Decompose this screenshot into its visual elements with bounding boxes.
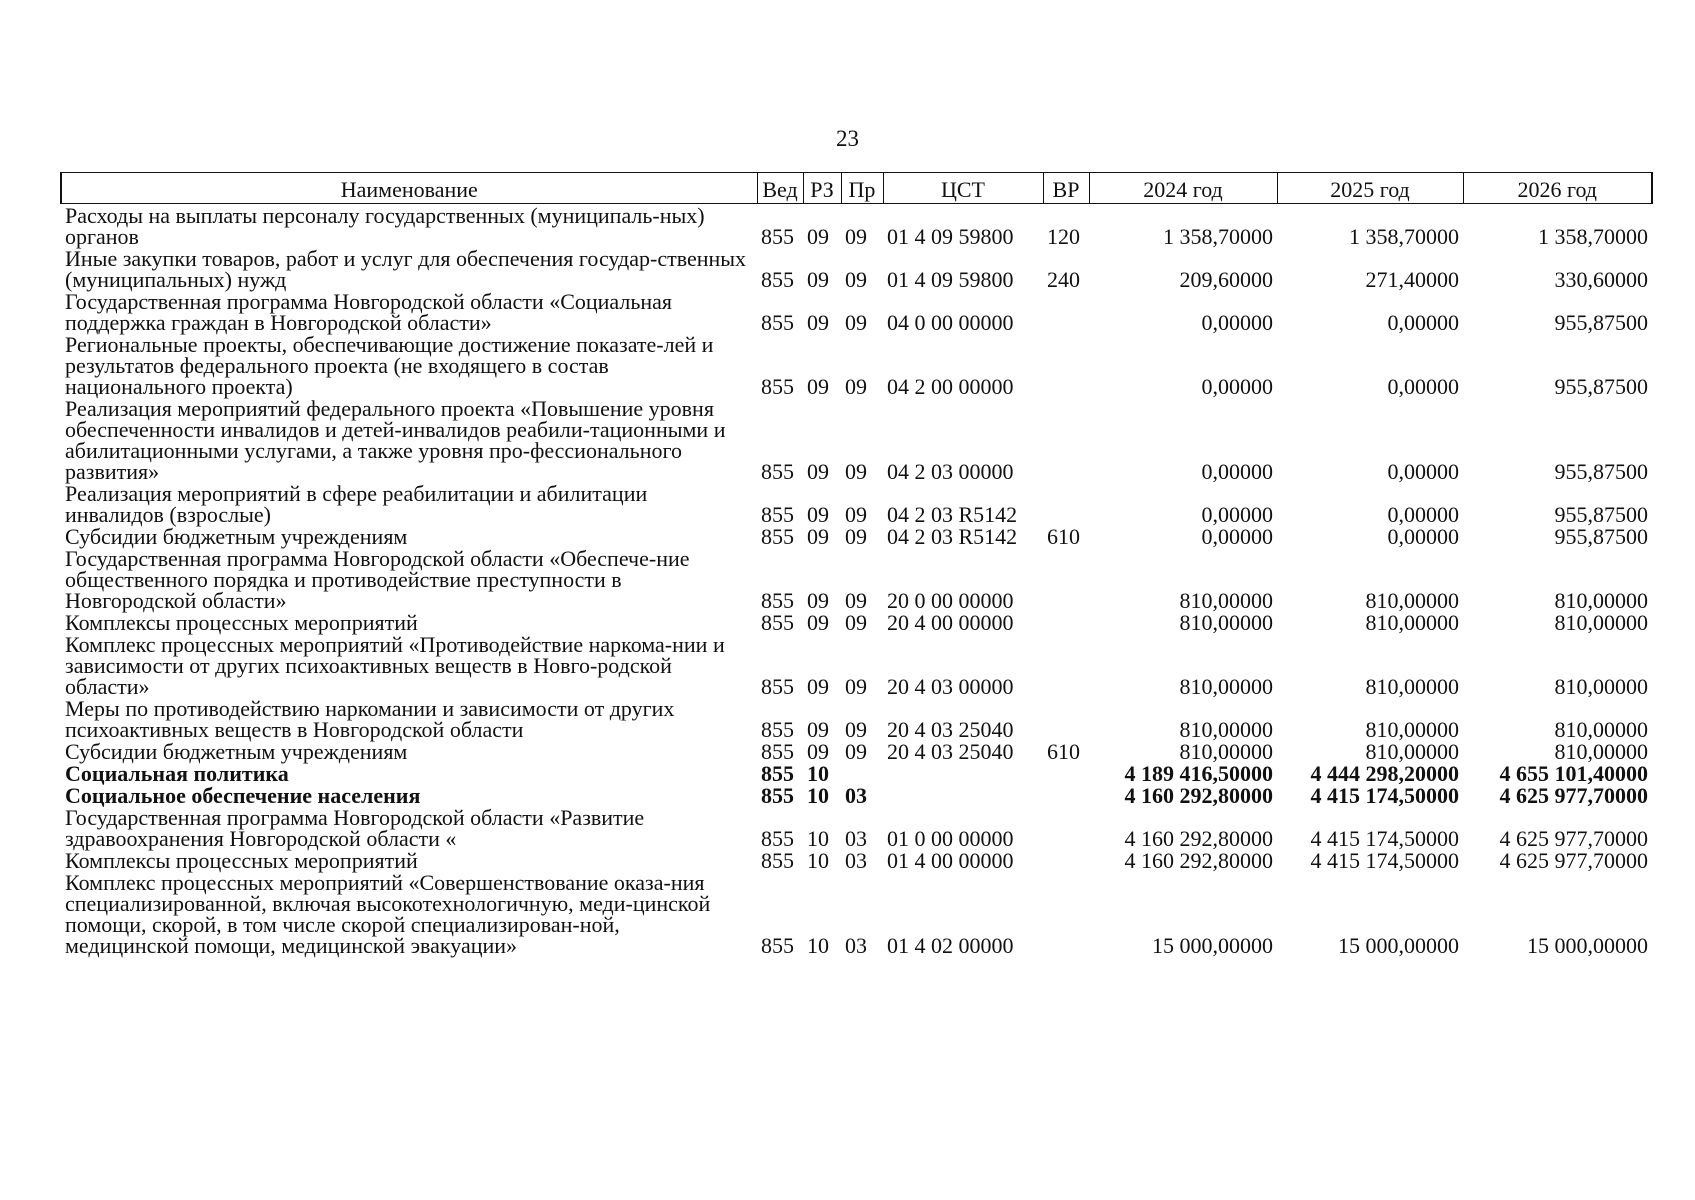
cell-rz: 09 <box>807 267 829 292</box>
cell-cst: 04 0 00 00000 <box>887 310 1014 335</box>
cell-ved: 855 <box>761 588 794 613</box>
table-body <box>61 204 1652 957</box>
cell-name: Комплексы процессных мероприятий <box>65 610 418 635</box>
header-ved: Вед <box>757 173 803 204</box>
cell-ved: 855 <box>761 717 794 742</box>
cell-pr: 09 <box>845 310 867 335</box>
cell-pr: 09 <box>845 610 867 635</box>
cell-2024: 810,00000 <box>1179 739 1273 764</box>
cell-name: Реализация мероприятий в сфере реабилитации и абилитации инвалидов (взрослые) <box>65 481 648 527</box>
cell-rz: 09 <box>807 524 829 549</box>
cell-cst: 20 4 03 25040 <box>887 717 1014 742</box>
cell-vr <box>1043 784 1089 806</box>
cell-name: Региональные проекты, обеспечивающие достижение показате-лей и результатов федерального проекта (не входящего в состав национального проекта) <box>65 332 714 399</box>
cell-2024: 0,00000 <box>1201 374 1273 399</box>
cell-name: Субсидии бюджетным учреждениям <box>65 739 408 764</box>
table-header-row <box>61 173 1652 204</box>
cell-vr <box>1043 871 1089 956</box>
cell-2024: 810,00000 <box>1179 610 1273 635</box>
cell-2026: 955,87500 <box>1554 524 1648 549</box>
table-row <box>61 697 1652 740</box>
cell-cst: 20 4 03 00000 <box>887 674 1014 699</box>
cell-2026: 15 000,00000 <box>1527 933 1648 958</box>
cell-2026: 330,60000 <box>1554 267 1648 292</box>
table-row <box>61 871 1652 956</box>
cell-2025: 0,00000 <box>1387 524 1459 549</box>
cell-2025: 1 358,70000 <box>1349 224 1459 249</box>
cell-rz: 09 <box>807 588 829 613</box>
cell-2025: 4 415 174,50000 <box>1310 848 1459 873</box>
cell-2025: 0,00000 <box>1387 502 1459 527</box>
cell-2024: 810,00000 <box>1179 674 1273 699</box>
cell-ved: 855 <box>761 267 794 292</box>
cell-ved: 855 <box>761 933 794 958</box>
cell-cst: 04 2 03 00000 <box>887 459 1014 484</box>
cell-name: Государственная программа Новгородской области «Обеспече-ние общественного порядка и противодействие преступности в Новгородской области» <box>65 546 690 613</box>
cell-rz: 10 <box>807 761 829 786</box>
cell-vr <box>1043 290 1089 333</box>
cell-vr <box>1043 806 1089 849</box>
cell-2024: 810,00000 <box>1179 717 1273 742</box>
cell-vr: 120 <box>1047 224 1080 249</box>
cell-2026: 955,87500 <box>1554 459 1648 484</box>
cell-name: Иные закупки товаров, работ и услуг для обеспечения государ-ственных (муниципальных) нужд <box>65 246 747 292</box>
cell-pr: 09 <box>845 739 867 764</box>
header-2026: 2026 год <box>1463 173 1652 204</box>
budget-table <box>60 172 1653 956</box>
cell-name: Комплекс процессных мероприятий «Совершенствование оказа-ния специализированной, включая высокотехнологичную, меди-цинской помощи, скорой, в том числе скорой специализирован-ной, медицинской помощи, медицинской эвакуации» <box>65 870 711 958</box>
cell-pr: 03 <box>845 826 867 851</box>
cell-vr <box>1043 633 1089 697</box>
cell-ved: 855 <box>761 826 794 851</box>
header-name: Наименование <box>61 173 757 204</box>
cell-2024: 0,00000 <box>1201 502 1273 527</box>
cell-ved: 855 <box>761 502 794 527</box>
cell-rz: 09 <box>807 717 829 742</box>
table-row <box>61 806 1652 849</box>
cell-2025: 810,00000 <box>1365 610 1459 635</box>
cell-2025: 4 444 298,20000 <box>1310 761 1459 786</box>
cell-rz: 09 <box>807 374 829 399</box>
cell-2025: 0,00000 <box>1387 310 1459 335</box>
table-row <box>61 849 1652 871</box>
cell-pr: 09 <box>845 588 867 613</box>
cell-vr <box>1043 697 1089 740</box>
table-row <box>61 247 1652 290</box>
cell-vr <box>1043 547 1089 611</box>
cell-2025: 4 415 174,50000 <box>1310 826 1459 851</box>
cell-vr <box>1043 482 1089 525</box>
cell-ved: 855 <box>761 224 794 249</box>
cell-2026: 955,87500 <box>1554 502 1648 527</box>
table-row <box>61 762 1652 784</box>
header-pr: Пр <box>841 173 883 204</box>
cell-ved: 855 <box>761 674 794 699</box>
cell-2025: 810,00000 <box>1365 739 1459 764</box>
cell-name: Социальное обеспечение населения <box>65 783 421 808</box>
cell-ved: 855 <box>761 610 794 635</box>
cell-2024: 4 160 292,80000 <box>1124 826 1273 851</box>
cell-pr: 09 <box>845 502 867 527</box>
cell-cst: 01 4 09 59800 <box>887 224 1014 249</box>
cell-vr <box>1043 849 1089 871</box>
header-2025: 2025 год <box>1277 173 1463 204</box>
cell-pr: 09 <box>845 224 867 249</box>
cell-cst: 04 2 00 00000 <box>887 374 1014 399</box>
cell-cst: 01 4 02 00000 <box>887 933 1014 958</box>
cell-2024: 1 358,70000 <box>1163 224 1273 249</box>
cell-pr <box>841 762 883 784</box>
cell-rz: 09 <box>807 310 829 335</box>
cell-rz: 09 <box>807 674 829 699</box>
cell-vr: 610 <box>1047 739 1080 764</box>
cell-pr: 09 <box>845 459 867 484</box>
table-row <box>61 633 1652 697</box>
cell-name: Государственная программа Новгородской области «Развитие здравоохранения Новгородской области « <box>65 805 645 851</box>
cell-2025: 271,40000 <box>1365 267 1459 292</box>
table-row <box>61 740 1652 762</box>
cell-name: Государственная программа Новгородской области «Социальная поддержка граждан в Новгородской области» <box>65 289 673 335</box>
cell-2024: 4 160 292,80000 <box>1124 783 1273 808</box>
cell-ved: 855 <box>761 524 794 549</box>
cell-rz: 09 <box>807 610 829 635</box>
cell-2026: 810,00000 <box>1554 610 1648 635</box>
cell-2025: 810,00000 <box>1365 717 1459 742</box>
cell-2025: 810,00000 <box>1365 588 1459 613</box>
table-row <box>61 397 1652 482</box>
cell-vr <box>1043 611 1089 633</box>
table-row <box>61 611 1652 633</box>
cell-2025: 4 415 174,50000 <box>1310 783 1459 808</box>
table-row <box>61 204 1652 248</box>
cell-vr <box>1043 762 1089 784</box>
cell-2024: 810,00000 <box>1179 588 1273 613</box>
cell-2026: 810,00000 <box>1554 588 1648 613</box>
cell-vr <box>1043 333 1089 397</box>
cell-rz: 10 <box>807 933 829 958</box>
cell-pr: 09 <box>845 674 867 699</box>
cell-pr: 03 <box>845 783 867 808</box>
cell-pr: 03 <box>845 848 867 873</box>
cell-cst: 04 2 03 R5142 <box>887 524 1018 549</box>
cell-name: Субсидии бюджетным учреждениям <box>65 524 408 549</box>
cell-2026: 810,00000 <box>1554 717 1648 742</box>
cell-ved: 855 <box>761 310 794 335</box>
cell-cst: 20 0 00 00000 <box>887 588 1014 613</box>
cell-cst: 04 2 03 R5142 <box>887 502 1018 527</box>
cell-ved: 855 <box>761 783 794 808</box>
cell-2026: 810,00000 <box>1554 739 1648 764</box>
cell-rz: 09 <box>807 459 829 484</box>
cell-rz: 10 <box>807 783 829 808</box>
cell-pr: 09 <box>845 524 867 549</box>
cell-vr: 610 <box>1047 524 1080 549</box>
cell-2025: 0,00000 <box>1387 459 1459 484</box>
cell-cst <box>883 762 1043 784</box>
cell-2024: 0,00000 <box>1201 524 1273 549</box>
cell-2024: 4 160 292,80000 <box>1124 848 1273 873</box>
cell-cst: 20 4 03 25040 <box>887 739 1014 764</box>
cell-name: Реализация мероприятий федерального проекта «Повышение уровня обеспеченности инвалидов и детей-инвалидов реабили-тационными и абилитационными услугами, а также уровня про-фессионального развития» <box>65 396 726 484</box>
cell-2026: 4 625 977,70000 <box>1499 826 1648 851</box>
cell-rz: 10 <box>807 826 829 851</box>
cell-2024: 0,00000 <box>1201 459 1273 484</box>
cell-2026: 4 625 977,70000 <box>1499 783 1648 808</box>
cell-2026: 955,87500 <box>1554 310 1648 335</box>
cell-2025: 15 000,00000 <box>1338 933 1459 958</box>
table-row <box>61 525 1652 547</box>
cell-name: Меры по противодействию наркомании и зависимости от других психоактивных веществ в Новгородской области <box>65 696 675 742</box>
table-row <box>61 547 1652 611</box>
table-row <box>61 290 1652 333</box>
header-2024: 2024 год <box>1089 173 1277 204</box>
cell-vr: 240 <box>1047 267 1080 292</box>
cell-cst: 01 4 00 00000 <box>887 848 1014 873</box>
cell-name: Комплекс процессных мероприятий «Противодействие наркома-нии и зависимости от других психоактивных веществ в Новго-родской области» <box>65 632 725 699</box>
cell-ved: 855 <box>761 739 794 764</box>
page-number: 23 <box>836 126 859 151</box>
cell-name: Комплексы процессных мероприятий <box>65 848 418 873</box>
cell-2024: 209,60000 <box>1179 267 1273 292</box>
cell-2026: 4 655 101,40000 <box>1499 761 1648 786</box>
cell-2024: 4 189 416,50000 <box>1124 761 1273 786</box>
header-vr: ВР <box>1043 173 1089 204</box>
cell-cst <box>883 784 1043 806</box>
cell-2025: 0,00000 <box>1387 374 1459 399</box>
table-row <box>61 482 1652 525</box>
cell-2026: 810,00000 <box>1554 674 1648 699</box>
cell-cst: 01 0 00 00000 <box>887 826 1014 851</box>
cell-2026: 4 625 977,70000 <box>1499 848 1648 873</box>
cell-ved: 855 <box>761 848 794 873</box>
cell-ved: 855 <box>761 459 794 484</box>
cell-name: Социальная политика <box>65 761 289 786</box>
cell-name: Расходы на выплаты персоналу государственных (муниципаль-ных) органов <box>65 203 705 249</box>
cell-2025: 810,00000 <box>1365 674 1459 699</box>
table-row <box>61 784 1652 806</box>
cell-rz: 09 <box>807 739 829 764</box>
cell-ved: 855 <box>761 761 794 786</box>
cell-2026: 1 358,70000 <box>1538 224 1648 249</box>
cell-cst: 20 4 00 00000 <box>887 610 1014 635</box>
cell-2024: 15 000,00000 <box>1152 933 1273 958</box>
cell-rz: 09 <box>807 502 829 527</box>
cell-rz: 09 <box>807 224 829 249</box>
cell-2024: 0,00000 <box>1201 310 1273 335</box>
cell-rz: 10 <box>807 848 829 873</box>
cell-pr: 09 <box>845 267 867 292</box>
cell-2026: 955,87500 <box>1554 374 1648 399</box>
cell-vr <box>1043 397 1089 482</box>
cell-ved: 855 <box>761 374 794 399</box>
header-cst: ЦСТ <box>883 173 1043 204</box>
cell-cst: 01 4 09 59800 <box>887 267 1014 292</box>
cell-pr: 09 <box>845 717 867 742</box>
cell-pr: 03 <box>845 933 867 958</box>
table-row <box>61 333 1652 397</box>
header-rz: РЗ <box>803 173 841 204</box>
cell-pr: 09 <box>845 374 867 399</box>
